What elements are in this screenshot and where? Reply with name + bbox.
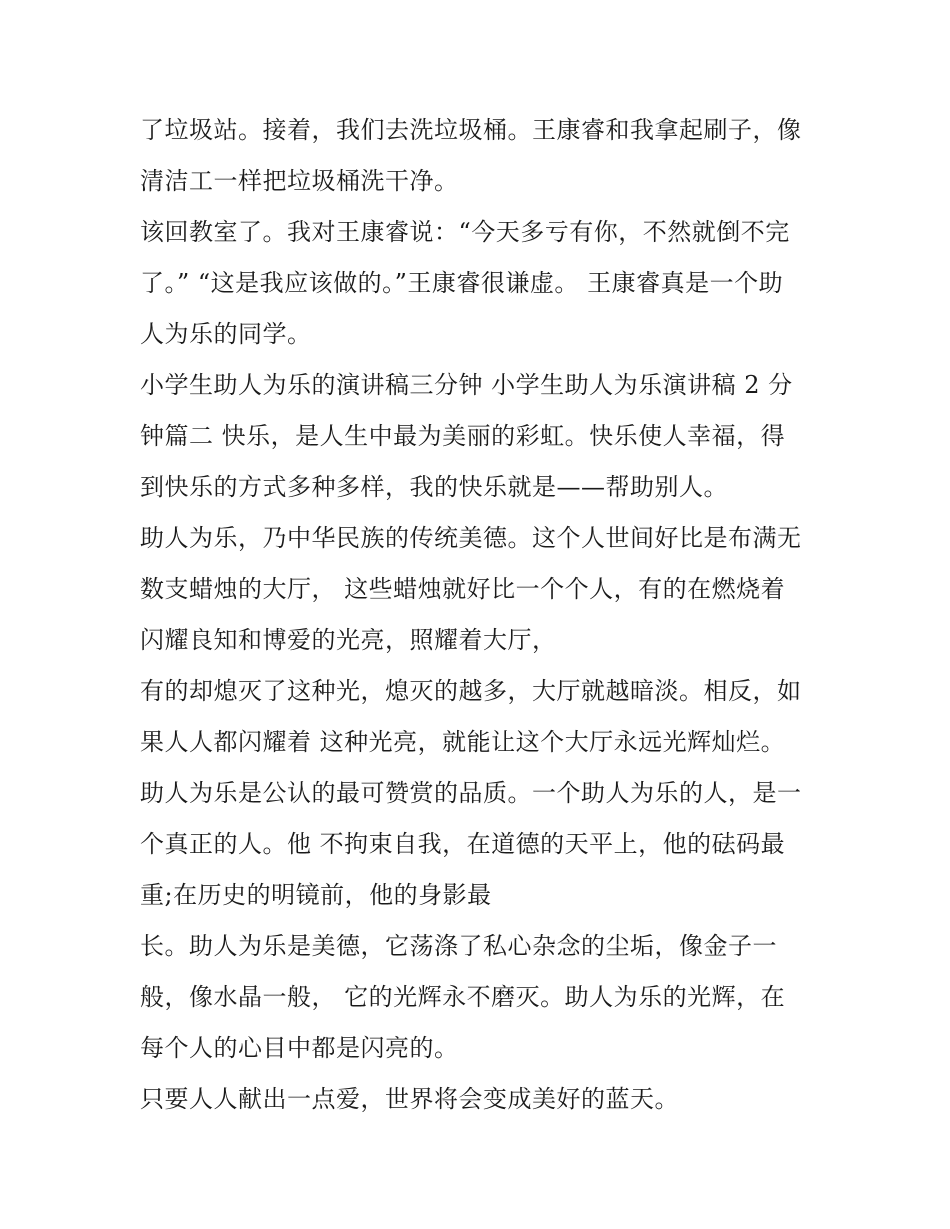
text-line: 小学生助人为乐的演讲稿三分钟 小学生助人为乐演讲稿 2 分 bbox=[140, 371, 793, 399]
text-line: 每个人的心目中都是闪亮的。 bbox=[140, 1034, 459, 1062]
text-line: 了。” “这是我应该做的。”王康睿很谦虚。 王康睿真是一个助 bbox=[140, 269, 784, 297]
text-line: 人为乐的同学。 bbox=[140, 320, 312, 348]
text-line: 助人为乐，乃中华民族的传统美德。这个人世间好比是布满无 bbox=[140, 524, 802, 552]
text-line: 清洁工一样把垃圾桶洗干净。 bbox=[140, 167, 459, 195]
text-line: 般，像水晶一般， 它的光辉永不磨灭。助人为乐的光辉，在 bbox=[140, 983, 786, 1011]
text-line: 果人人都闪耀着 这种光亮，就能让这个大厅永远光辉灿烂。 bbox=[140, 728, 786, 756]
text-line: 重;在历史的明镜前，他的身影最 bbox=[140, 881, 492, 909]
text-line: 到快乐的方式多种多样，我的快乐就是——帮助别人。 bbox=[140, 473, 728, 501]
text-line: 个真正的人。他 不拘束自我，在道德的天平上，他的砝码最 bbox=[140, 830, 786, 858]
text-line: 了垃圾站。接着，我们去洗垃圾桶。王康睿和我拿起刷子，像 bbox=[140, 116, 802, 144]
text-line: 有的却熄灭了这种光，熄灭的越多，大厅就越暗淡。相反，如 bbox=[140, 677, 802, 705]
text-line: 钟篇二 快乐，是人生中最为美丽的彩虹。快乐使人幸福，得 bbox=[140, 422, 786, 450]
text-line: 只要人人献出一点爱，世界将会变成美好的蓝天。 bbox=[140, 1085, 679, 1113]
text-line: 闪耀良知和博爱的光亮，照耀着大厅， bbox=[140, 626, 557, 654]
text-line: 长。助人为乐是美德，它荡涤了私心杂念的尘垢，像金子一 bbox=[140, 932, 777, 960]
document-body bbox=[140, 105, 820, 1125]
text-line: 助人为乐是公认的最可赞赏的品质。一个助人为乐的人，是一 bbox=[140, 779, 802, 807]
text-line: 数支蜡烛的大厅， 这些蜡烛就好比一个个人，有的在燃烧着 bbox=[140, 575, 786, 603]
text-line: 该回教室了。我对王康睿说：“今天多亏有你，不然就倒不完 bbox=[140, 218, 790, 246]
